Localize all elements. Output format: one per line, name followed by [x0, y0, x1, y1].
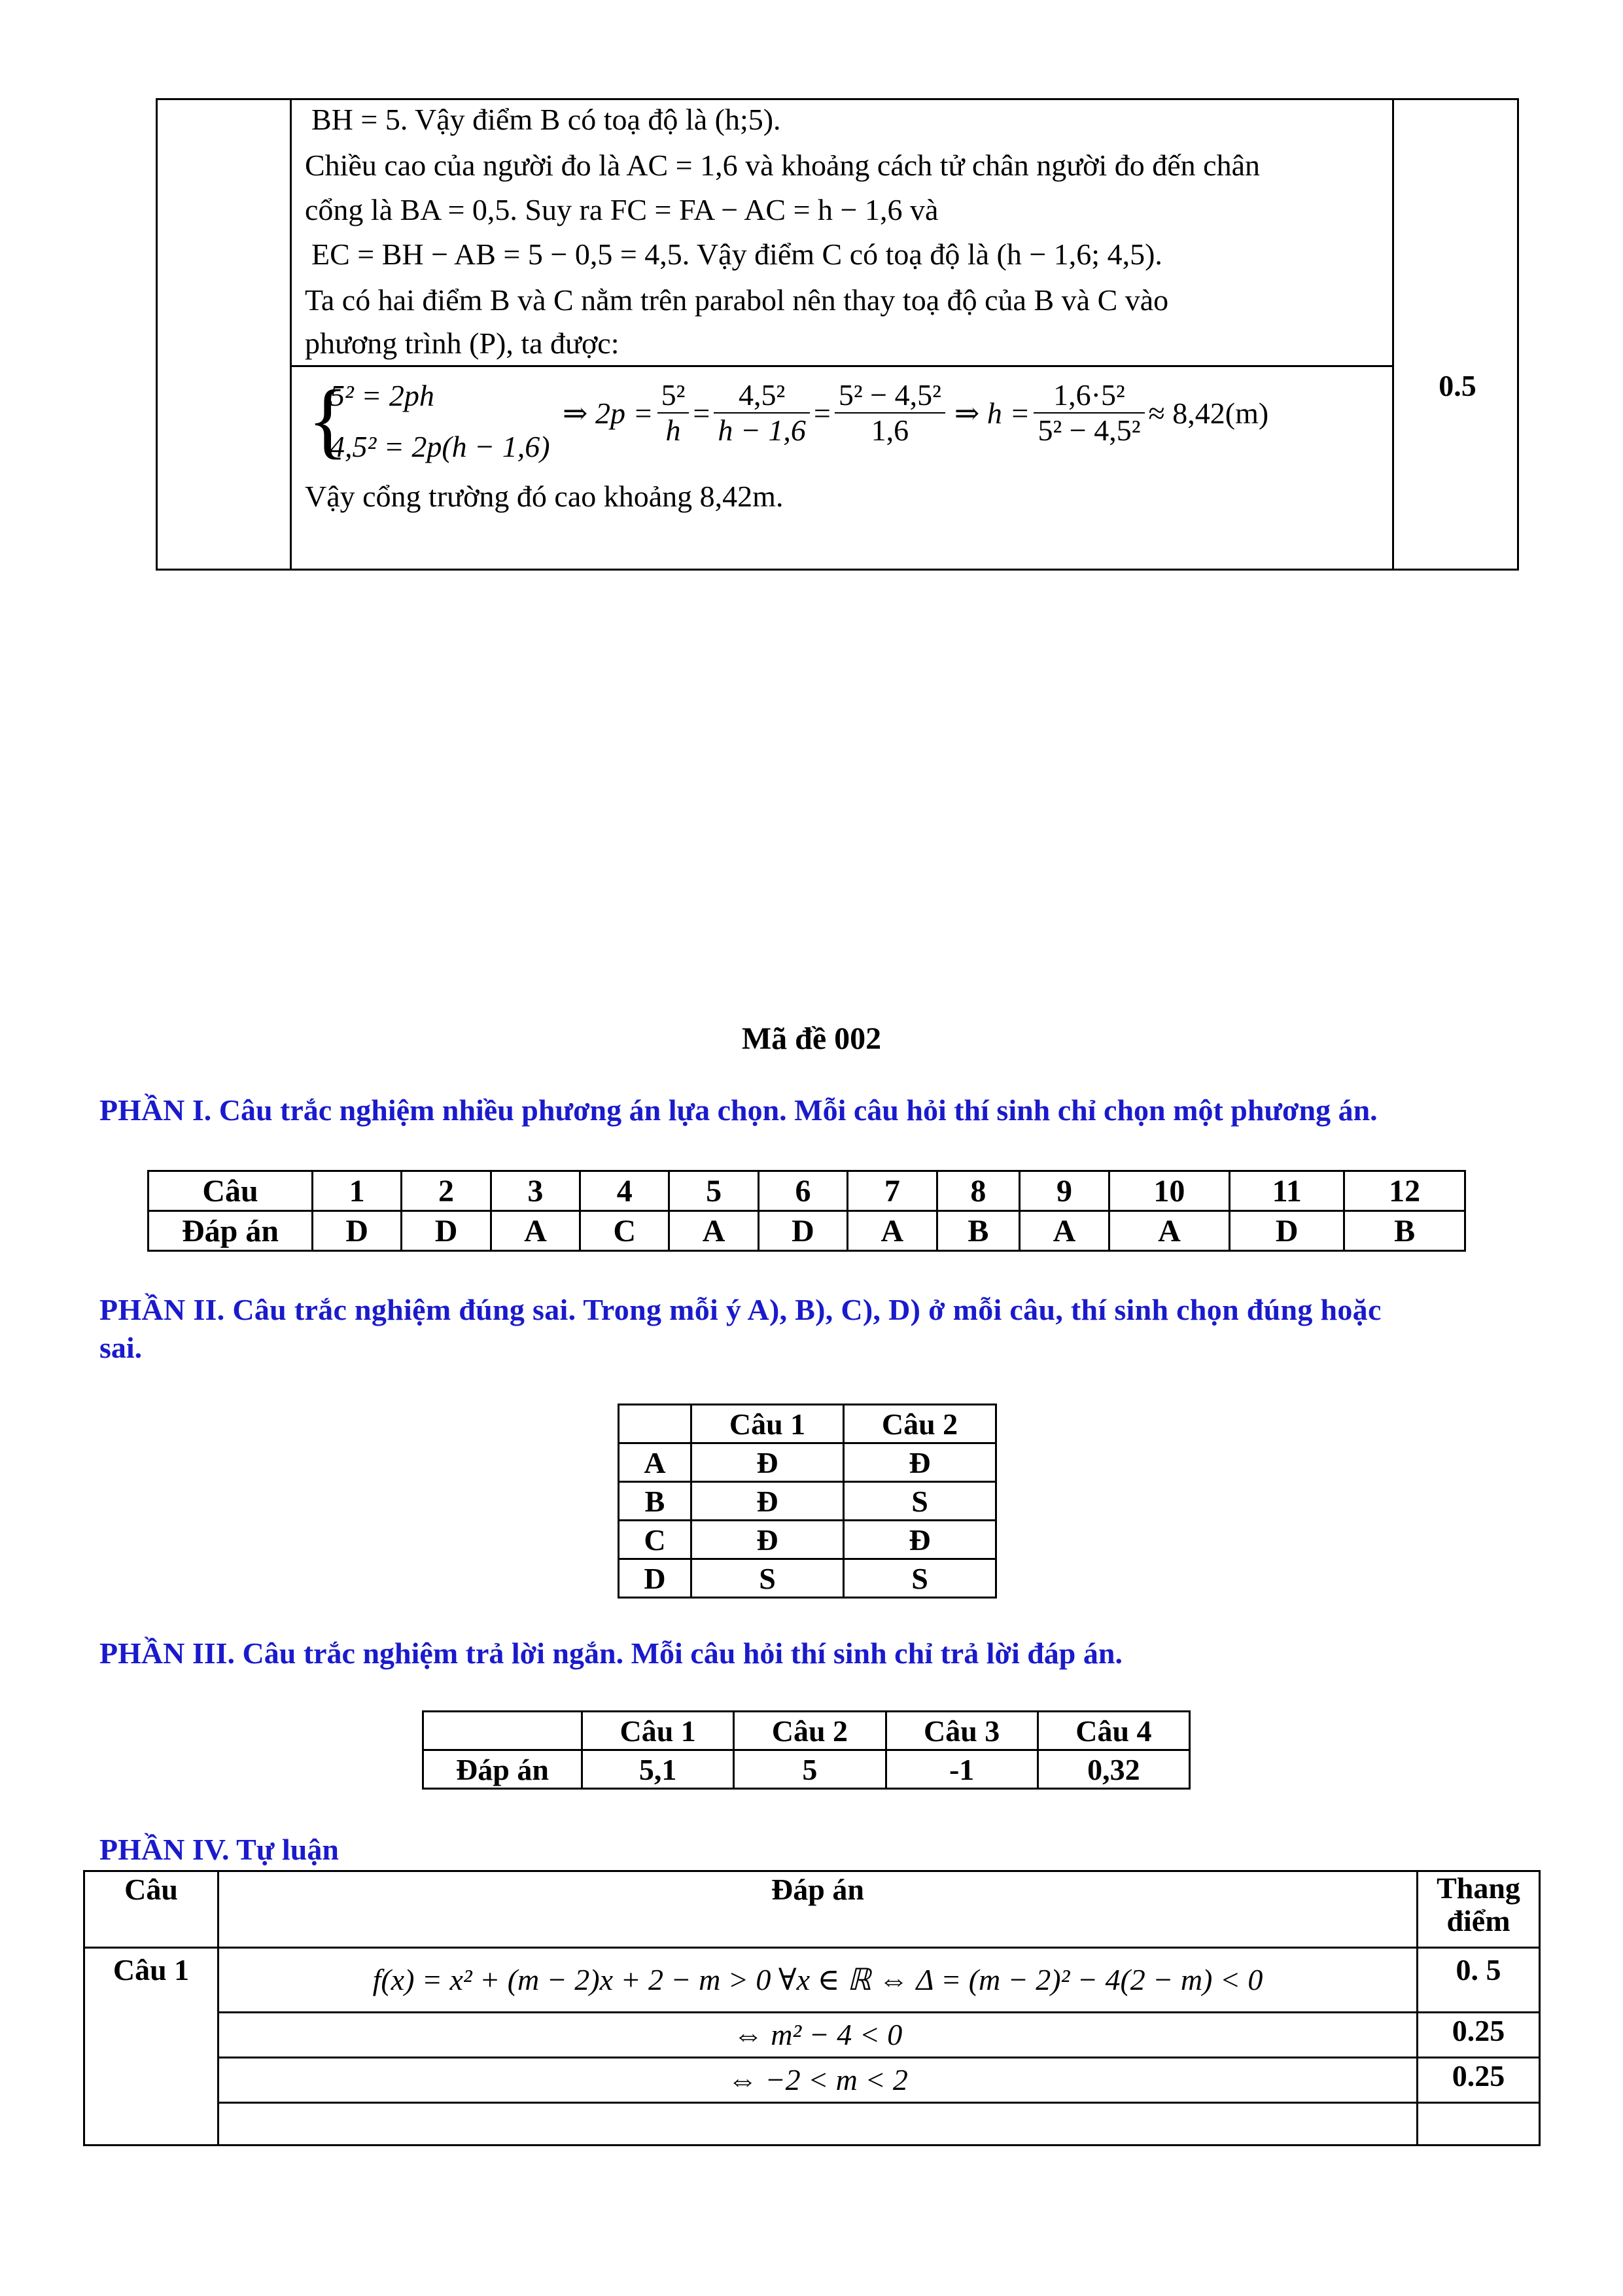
part1-label-answer: Đáp án: [148, 1211, 313, 1251]
part4-step-1-score: 0. 5: [1418, 1948, 1540, 2013]
part4-answer-table: [83, 1870, 1541, 2146]
part4-empty-cell: [218, 2103, 1418, 2146]
fraction-4-denominator: 5² − 4,5²: [1038, 414, 1141, 447]
part4-step-3: ⇔ −2 < m < 2: [218, 2058, 1418, 2103]
solution-line-4: EC = BH − AB = 5 − 0,5 = 4,5. Vậy điểm C có toạ độ là (h − 1,6; 4,5).: [311, 238, 1162, 271]
solution-conclusion: Vậy cổng trường đó cao khoảng 8,42m.: [305, 480, 784, 513]
part2-cell: S: [691, 1559, 844, 1598]
system-equation-2: 4,5² = 2p(h − 1,6): [330, 430, 550, 463]
solution-col-divider-right: [1392, 98, 1394, 569]
part4-col-score-line1: Thang: [1437, 1871, 1520, 1905]
part1-heading: PHẦN I. Câu trắc nghiệm nhiều phương án lựa chọn. Mỗi câu hỏi thí sinh chỉ chọn một phương án.: [99, 1093, 1378, 1127]
part1-q: 6: [758, 1171, 847, 1211]
part1-q: 9: [1020, 1171, 1109, 1211]
fraction-3-denominator: 1,6: [871, 414, 909, 447]
part2-corner: [619, 1405, 691, 1443]
part2-cell: Đ: [691, 1443, 844, 1482]
part1-answer-row: [148, 1211, 1465, 1251]
fraction-1-denominator: h: [665, 414, 681, 447]
part1-label-question: Câu: [148, 1171, 313, 1211]
part4-empty-score: [1418, 2103, 1540, 2146]
equals-sign: =: [693, 396, 710, 430]
part2-cell: S: [844, 1482, 996, 1521]
part3-col: Câu 1: [582, 1712, 734, 1750]
part4-step-row: [84, 2013, 1540, 2058]
part4-step-3-score: 0.25: [1418, 2058, 1540, 2103]
part2-row-label: A: [619, 1443, 691, 1482]
part2-row: [619, 1482, 996, 1521]
fraction-1: [657, 378, 689, 448]
system-brace: {: [307, 373, 349, 467]
fraction-3: [835, 378, 945, 448]
part1-a: B: [937, 1211, 1020, 1251]
part2-row-label: C: [619, 1521, 691, 1559]
part2-heading-line1: PHẦN II. Câu trắc nghiệm đúng sai. Trong mỗi ý A), B), C), D) ở mỗi câu, thí sinh chọn đúng hoặc: [99, 1293, 1382, 1326]
part1-q: 5: [669, 1171, 758, 1211]
solution-line-2: Chiều cao của người đo là AC = 1,6 và khoảng cách tử chân người đo đến chân: [305, 149, 1261, 182]
part1-q: 12: [1344, 1171, 1465, 1211]
fraction-4: [1034, 378, 1144, 448]
part4-empty-row: [84, 2103, 1540, 2146]
part1-q: 10: [1109, 1171, 1230, 1211]
solution-row-divider: [290, 365, 1394, 367]
equals-sign: =: [813, 396, 831, 430]
equation-chain: [563, 378, 1268, 448]
solution-line-5: Ta có hai điểm B và C nằm trên parabol nên thay toạ độ của B và C vào: [305, 283, 1169, 317]
part2-heading-line2: sai.: [99, 1331, 143, 1364]
solution-line-3: cổng là BA = 0,5. Suy ra FC = FA − AC = h − 1,6 và: [305, 193, 939, 226]
part4-heading: PHẦN IV. Tự luận: [99, 1833, 339, 1866]
part2-row: [619, 1559, 996, 1598]
fraction-3-numerator: 5² − 4,5²: [835, 378, 945, 414]
implies-h: ⇒ h =: [954, 397, 1030, 430]
part3-header-row: [423, 1712, 1190, 1750]
solution-score: 0.5: [1439, 369, 1476, 402]
part2-answer-table: [618, 1404, 997, 1598]
part1-a: D: [1230, 1211, 1344, 1251]
part4-step-1: f(x) = x² + (m − 2)x + 2 − m > 0 ∀x ∈ ℝ ⇔ Δ = (m − 2)² − 4(2 − m) < 0: [218, 1948, 1418, 2013]
part4-col-score-line2: điểm: [1446, 1904, 1510, 1937]
part2-col-1: Câu 1: [691, 1405, 844, 1443]
system-equation-1: 5² = 2ph: [330, 379, 434, 412]
part4-question-label: Câu 1: [84, 1948, 218, 2146]
part2-cell: Đ: [691, 1521, 844, 1559]
part2-row: [619, 1443, 996, 1482]
part3-answer: 5: [734, 1750, 886, 1789]
part2-row: [619, 1521, 996, 1559]
fraction-2: [714, 378, 810, 448]
part3-answer-table: [422, 1710, 1191, 1790]
part1-q: 8: [937, 1171, 1020, 1211]
part2-header-row: [619, 1405, 996, 1443]
part1-answer-table: [147, 1170, 1466, 1252]
fraction-2-numerator: 4,5²: [714, 378, 810, 414]
part3-col: Câu 2: [734, 1712, 886, 1750]
part4-step-row: [84, 2058, 1540, 2103]
part1-a: A: [1109, 1211, 1230, 1251]
part4-col-question: Câu: [84, 1871, 218, 1948]
part2-cell: S: [844, 1559, 996, 1598]
part1-q: 1: [313, 1171, 402, 1211]
part3-answer: 0,32: [1038, 1750, 1189, 1789]
part1-q: 4: [580, 1171, 669, 1211]
solution-line-1: BH = 5. Vậy điểm B có toạ độ là (h;5).: [311, 103, 781, 136]
approx-result: ≈ 8,42(m): [1148, 396, 1269, 430]
part1-question-row: [148, 1171, 1465, 1211]
part1-q: 7: [848, 1171, 937, 1211]
exam-code-title: Mã đề 002: [741, 1021, 882, 1056]
solution-line-6: phương trình (P), ta được:: [305, 327, 620, 360]
solution-col-divider-left: [290, 98, 292, 569]
part2-col-2: Câu 2: [844, 1405, 996, 1443]
implies-2p: ⇒ 2p =: [563, 397, 654, 430]
part3-corner: [423, 1712, 582, 1750]
part1-a: D: [402, 1211, 491, 1251]
part3-col: Câu 3: [886, 1712, 1038, 1750]
part1-a: C: [580, 1211, 669, 1251]
part1-q: 2: [402, 1171, 491, 1211]
part4-step-row: [84, 1948, 1540, 2013]
part1-a: A: [1020, 1211, 1109, 1251]
part4-header-row: [84, 1871, 1540, 1948]
part4-col-score: [1418, 1871, 1540, 1948]
part3-answer: 5,1: [582, 1750, 734, 1789]
part1-a: A: [491, 1211, 580, 1251]
part3-answer: -1: [886, 1750, 1038, 1789]
part1-a: D: [313, 1211, 402, 1251]
part3-heading: PHẦN III. Câu trắc nghiệm trả lời ngắn. Mỗi câu hỏi thí sinh chỉ trả lời đáp án.: [99, 1636, 1123, 1670]
part2-cell: Đ: [844, 1521, 996, 1559]
part3-answer-row: [423, 1750, 1190, 1789]
fraction-1-numerator: 5²: [657, 378, 689, 414]
part1-a: A: [848, 1211, 937, 1251]
part2-cell: Đ: [844, 1443, 996, 1482]
part1-a: B: [1344, 1211, 1465, 1251]
part3-row-label: Đáp án: [423, 1750, 582, 1789]
part3-col: Câu 4: [1038, 1712, 1189, 1750]
part2-row-label: B: [619, 1482, 691, 1521]
fraction-2-denominator: h − 1,6: [718, 414, 806, 447]
part1-a: A: [669, 1211, 758, 1251]
part4-col-answer: Đáp án: [218, 1871, 1418, 1948]
part2-row-label: D: [619, 1559, 691, 1598]
part4-step-2: ⇔ m² − 4 < 0: [218, 2013, 1418, 2058]
part4-step-2-score: 0.25: [1418, 2013, 1540, 2058]
part1-q: 3: [491, 1171, 580, 1211]
part1-q: 11: [1230, 1171, 1344, 1211]
part1-a: D: [758, 1211, 847, 1251]
part2-cell: Đ: [691, 1482, 844, 1521]
fraction-4-numerator: 1,6·5²: [1034, 378, 1144, 414]
